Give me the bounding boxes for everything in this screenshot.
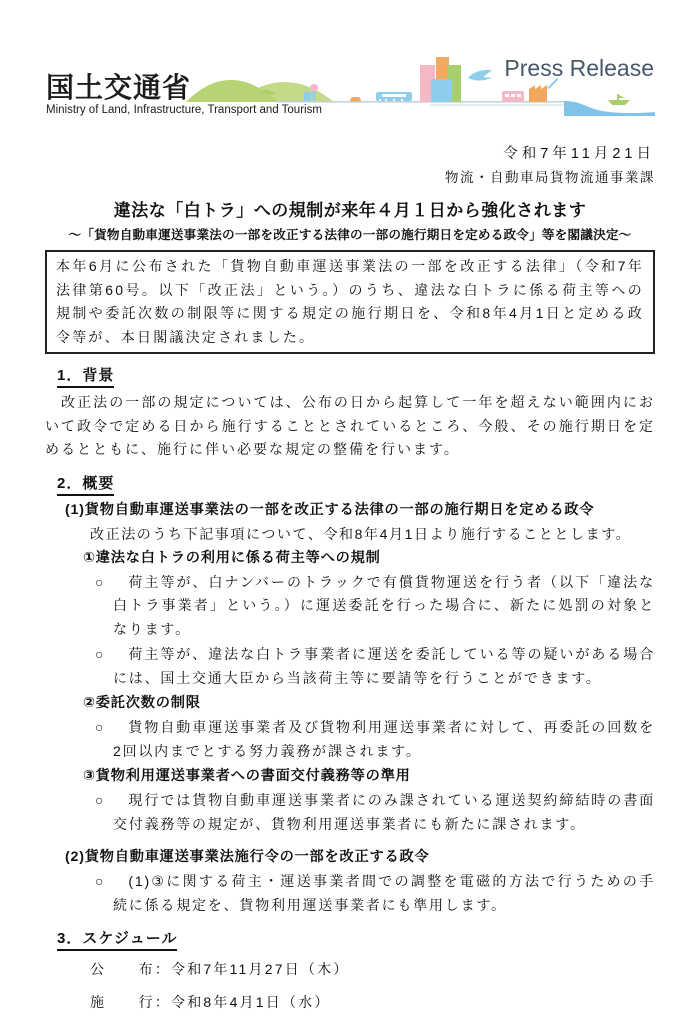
bullet-text: 荷主等が、違法な白トラ事業者に運送を委託している等の疑いがある場合には、国土交通大臣から当該荷主等に要請等を行うことができます。 <box>113 646 655 686</box>
bullet-text: (1)③に関する荷主・運送事業者間での調整を電磁的方法で行うための手続に係る規定を、貨物利用運送事業者にも準用します。 <box>113 873 655 913</box>
ministry-logo-text: 国土交通省 <box>46 72 192 103</box>
page-subtitle: ～「貨物自動車運送事業法の一部を改正する法律の一部の施行期日を定める政令」等を閣議決定～ <box>68 228 632 242</box>
bullet-item <box>95 789 655 836</box>
ground-line2 <box>430 105 566 106</box>
release-date: 令和7年11月21日 <box>503 146 655 162</box>
schedule-line-enforcement: 施 行：令和8年4月1日（水） <box>90 994 331 1010</box>
building-blue <box>431 79 452 102</box>
section2-sub1-intro: 改正法のうち下記事項について、令和8年4月1日より施行することとします。 <box>90 525 632 542</box>
issuing-department: 物流・自動車局貨物流通事業課 <box>445 170 655 185</box>
section3 <box>57 927 655 951</box>
tree-trunk <box>313 91 316 100</box>
bullet-item <box>95 716 655 763</box>
train-wheel <box>393 99 395 101</box>
circle-bullet-marker: ○ <box>95 719 106 735</box>
train-window <box>382 94 406 97</box>
bullet-item <box>95 643 655 690</box>
bullet-text: 現行では貨物自動車運送事業者にのみ課されている運送契約締結時の書面交付義務等の規定が、貨物利用運送事業者にも新たに課されます。 <box>113 792 655 832</box>
train-wheel <box>379 99 381 101</box>
bus-window <box>511 94 515 97</box>
section2-heading: 2．概要 <box>57 472 114 496</box>
car-icon <box>350 97 361 102</box>
bullet-item <box>95 870 655 917</box>
small-house <box>304 92 311 101</box>
bullet-text: 貨物自動車運送事業者及び貨物利用運送事業者に対して、再委託の回数を2回以内までとする努力義務が課されます。 <box>113 719 655 759</box>
circle-bullet-marker: ○ <box>95 573 106 590</box>
ministry-name-english: Ministry of Land, Infrastructure, Transport and Tourism <box>46 104 322 116</box>
press-release-label: Press Release <box>504 55 654 81</box>
bullet-text: 荷主等が、白ナンバーのトラックで有償貨物運送を行う者（以下「違法な白トラ事業者」という。）に運送委託を行った場合に、新たに処罰の対象となります。 <box>113 573 655 637</box>
tree-icon <box>310 84 318 92</box>
section3-heading: 3．スケジュール <box>57 927 177 951</box>
section1-body: 改正法の一部の規定については、公布の日から起算して一年を超えない範囲内において政令で定める日から施行することとされているところ、今般、その施行期日を定めるとともに、施行に伴い必要な規定の整備を行います。 <box>45 394 655 457</box>
item1-heading: ①違法な白トラの利用に係る荷主等への規制 <box>83 549 381 566</box>
train-wheel <box>401 99 403 101</box>
item3-heading: ③貨物利用運送事業者への書面交付義務等の準用 <box>83 768 411 784</box>
ship-icon <box>608 94 630 105</box>
circle-bullet-marker: ○ <box>95 792 106 808</box>
train-wheel <box>385 99 387 101</box>
circle-bullet-marker: ○ <box>95 646 106 662</box>
water-shape <box>564 101 655 116</box>
bus-window <box>505 94 509 97</box>
circle-bullet-marker: ○ <box>95 873 106 889</box>
summary-box: 本年6月に公布された「貨物自動車運送事業法の一部を改正する法律」（令和7年法律第60号。以下「改正法」という。）のうち、違法な白トラに係る荷主等への規制や委託次数の制限等に関する規定の施行期日を、令和8年4月1日と定める政令等が、本日閣議決定されました。 <box>45 250 655 354</box>
bullet-item <box>95 571 655 642</box>
factory-icon <box>529 85 547 102</box>
section2-sub1-heading: (1)貨物自動車運送事業法の一部を改正する法律の一部の施行期日を定める政令 <box>65 501 595 518</box>
section1 <box>57 364 655 388</box>
item2-heading: ②委託次数の制限 <box>83 695 201 711</box>
page-title: 違法な「白トラ」への規制が来年４月１日から強化されます <box>113 201 587 220</box>
document-body <box>45 142 655 1017</box>
schedule-line-publication: 公 布：令和7年11月27日（木） <box>90 961 350 977</box>
section2 <box>57 472 655 496</box>
section1-heading: 1．背景 <box>57 364 114 388</box>
bus-window <box>517 94 521 97</box>
airplane-icon <box>468 70 492 81</box>
section2-sub2-heading: (2)貨物自動車運送事業法施行令の一部を改正する政令 <box>65 849 430 865</box>
